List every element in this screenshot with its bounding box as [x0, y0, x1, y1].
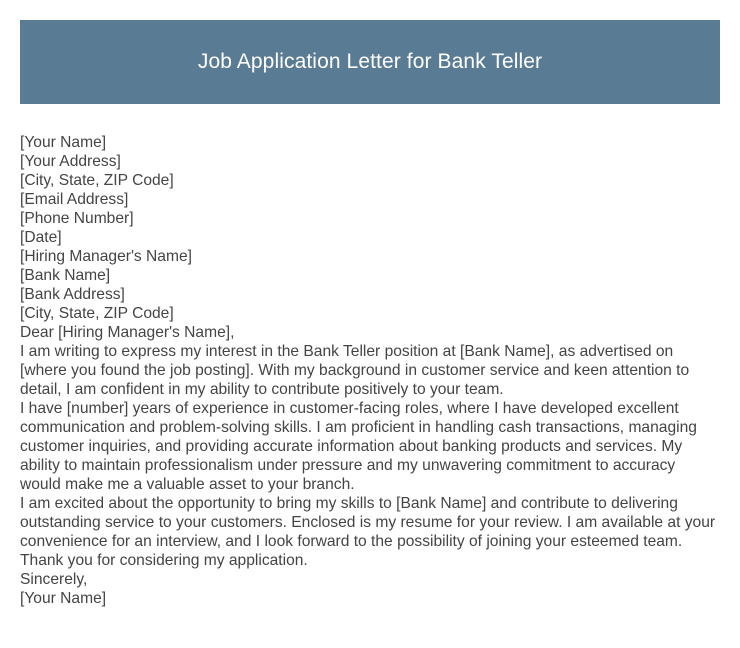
sender-city-state-zip: [City, State, ZIP Code]: [20, 172, 174, 189]
signature: [Your Name]: [20, 590, 107, 607]
sender-phone: [Phone Number]: [20, 210, 134, 227]
closing-line: Sincerely,: [20, 571, 88, 588]
body-paragraph-experience: I have [number] years of experience in customer-facing roles, where I have developed excellent communication and problem-solving skills. I am proficient in handling cash transactions, managing customer inquiries, and providing accurate information about banking products and services. My ability to maintain professionalism under pressure and my unwavering commitment to accuracy would make me a valuable asset to your branch.: [20, 400, 697, 493]
salutation: Dear [Hiring Manager's Name],: [20, 324, 235, 341]
recipient-bank-name: [Bank Name]: [20, 267, 111, 284]
page-title: Job Application Letter for Bank Teller: [197, 50, 543, 73]
letter-date: [Date]: [20, 229, 62, 246]
letter-body: [20, 133, 720, 608]
recipient-name: [Hiring Manager's Name]: [20, 248, 192, 265]
sender-address: [Your Address]: [20, 153, 121, 170]
sender-name: [Your Name]: [20, 134, 107, 151]
recipient-city-state-zip: [City, State, ZIP Code]: [20, 305, 174, 322]
body-paragraph-closing: I am excited about the opportunity to bring my skills to [Bank Name] and contribute to delivering outstanding service to your customers. Enclosed is my resume for your review. I am available at your convenience for an interview, and I look forward to the possibility of joining your esteemed team.: [20, 495, 716, 550]
sender-email: [Email Address]: [20, 191, 129, 208]
letter-header-banner: [20, 20, 720, 104]
thank-you-line: Thank you for considering my application.: [20, 552, 308, 569]
body-paragraph-intro: I am writing to express my interest in the Bank Teller position at [Bank Name], as advertised on [where you found the job posting]. With my background in customer service and keen attention to detail, I am confident in my ability to contribute positively to your team.: [20, 343, 690, 398]
recipient-bank-address: [Bank Address]: [20, 286, 125, 303]
